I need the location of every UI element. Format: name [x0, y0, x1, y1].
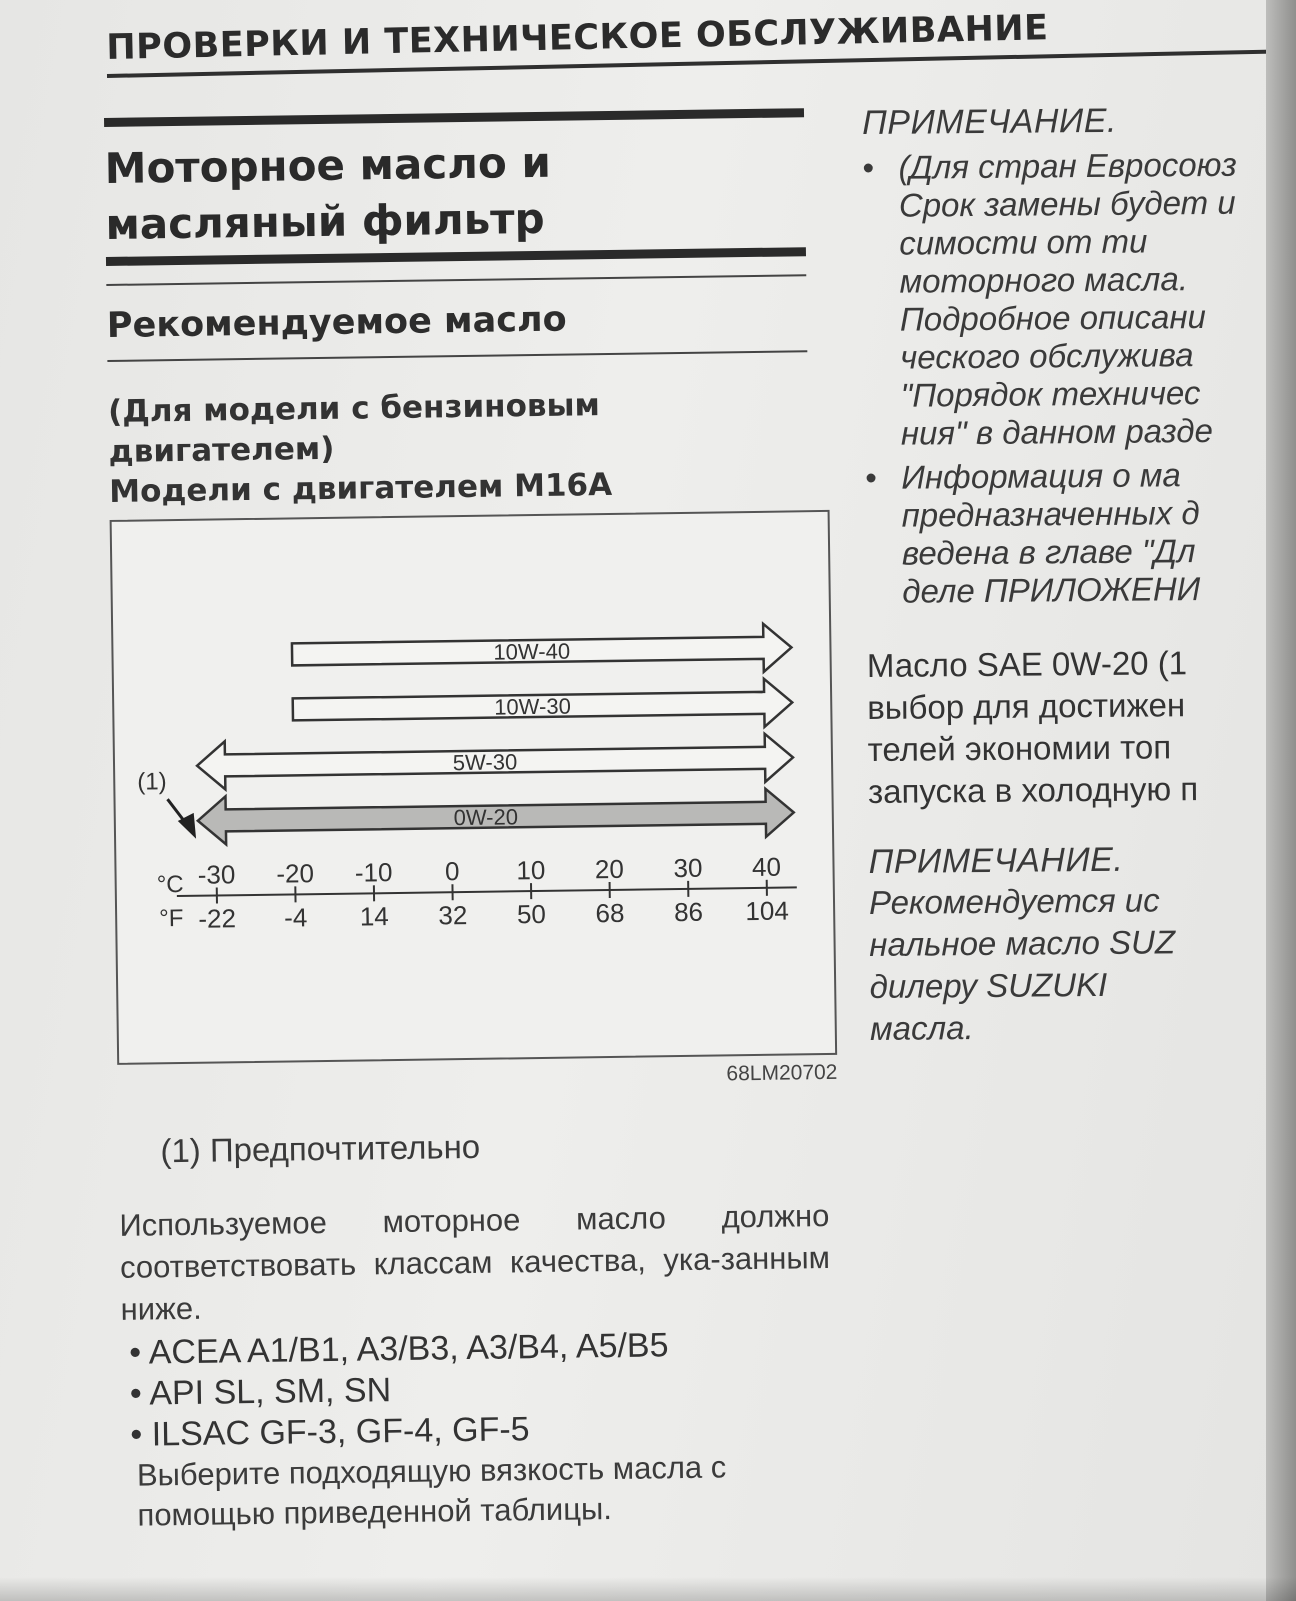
section-rule-top — [104, 108, 804, 127]
series-label: 10W-30 — [494, 693, 572, 720]
tick-label-fahrenheit: -4 — [283, 902, 308, 933]
page-header — [106, 3, 1296, 78]
tick-label-celsius: -20 — [276, 858, 315, 889]
legend-item-preferred: (1) Предпочтительно — [160, 1127, 481, 1170]
bottom-shadow — [0, 1577, 1296, 1601]
tick-label-fahrenheit: 86 — [673, 896, 704, 928]
viscosity-chart — [110, 510, 838, 1065]
callout-label: (1) — [137, 768, 167, 796]
sae-line: Масло SAE 0W-20 (1 — [866, 644, 1188, 684]
note-line: масла. — [869, 1009, 974, 1047]
note-line: (Для стран Евросоюз — [898, 145, 1237, 186]
sae-line: запуска в холодную п — [867, 770, 1199, 810]
viscosity-instruction — [137, 1446, 858, 1536]
note-line: дилеру SUZUKI — [869, 965, 1108, 1005]
section-title — [104, 131, 845, 253]
bullet-dot: • — [865, 458, 877, 496]
tick-label-fahrenheit: 104 — [745, 895, 790, 927]
quality-list — [129, 1323, 863, 1456]
sae-line: телей экономии топ — [867, 728, 1172, 768]
quality-item-api: • API SL, SM, SN — [130, 1364, 863, 1415]
series-label: 10W-40 — [493, 638, 571, 665]
quality-paragraph: Используемое моторное масло должно соответствовать классам качества, ука-занным ниже. — [119, 1197, 831, 1327]
tick-label-celsius: -10 — [354, 857, 393, 888]
model-line-2: двигателем) — [108, 430, 335, 470]
note-item-info — [865, 455, 1296, 611]
tick-label-celsius: 20 — [594, 853, 625, 885]
model-description — [108, 382, 850, 512]
note-line: предназначенных д — [901, 494, 1200, 534]
series-label: 0W-20 — [453, 804, 519, 831]
note-line: моторного масла. — [899, 260, 1189, 300]
note-line: нальное масло SUZ — [869, 923, 1176, 963]
tick-label-fahrenheit: 14 — [359, 901, 389, 932]
note-line: деле ПРИЛОЖЕНИ — [902, 570, 1201, 610]
quality-item-acea: • ACEA A1/B1, A3/B3, A3/B4, A5/B5 — [129, 1323, 862, 1374]
section-title-line2: масляный фильтр — [105, 193, 545, 249]
axis-unit-celsius: °C — [156, 870, 184, 899]
tick-label-celsius: 0 — [444, 856, 460, 887]
bullet-dot: • — [862, 148, 875, 186]
series-label: 5W-30 — [452, 749, 518, 776]
figure-code: 68LM20702 — [726, 1060, 838, 1086]
right-column — [862, 100, 1296, 1050]
subsection-title: Рекомендуемое масло — [106, 299, 567, 346]
note-heading: ПРИМЕЧАНИЕ. — [862, 101, 1118, 142]
note-suzuki-oil — [868, 839, 1296, 1050]
tick-label-fahrenheit: -22 — [198, 903, 237, 934]
temperature-axis — [177, 887, 797, 896]
viscosity-instruction-line2: помощью приведенной таблицы. — [137, 1491, 613, 1533]
tick-label-celsius: -30 — [197, 859, 236, 890]
subsection-rule-top — [106, 274, 806, 286]
quality-item-ilsac: • ILSAC GF-3, GF-4, GF-5 — [130, 1405, 863, 1456]
section-title-line1: Моторное масло и — [104, 137, 552, 193]
tick-label-celsius: 10 — [516, 854, 546, 886]
sae-paragraph — [867, 641, 1296, 813]
note-line: Информация о ма — [901, 456, 1181, 496]
left-column — [104, 108, 864, 1536]
subsection-rule-bottom — [107, 350, 807, 362]
note-line: Рекомендуется ис — [868, 881, 1160, 921]
note-line: симости от ти — [899, 222, 1148, 262]
page-title: ПРОВЕРКИ И ТЕХНИЧЕСКОЕ ОБСЛУЖИВАНИЕ — [106, 8, 1049, 68]
note-line: Подробное описани — [899, 298, 1207, 338]
viscosity-instruction-line1: Выберите подходящую вязкость масла с — [136, 1449, 727, 1493]
page-edge-shadow — [1266, 0, 1296, 1601]
note-line: "Порядок техничес — [900, 374, 1201, 414]
tick-label-celsius: 40 — [751, 851, 782, 883]
axis-unit-fahrenheit: °F — [158, 904, 184, 933]
note-line: Срок замены будет и — [898, 183, 1236, 224]
model-line-1: (Для модели с бензиновым — [107, 387, 601, 430]
note-item-eu — [862, 145, 1296, 453]
note-heading-2: ПРИМЕЧАНИЕ. — [868, 840, 1124, 881]
tick-label-fahrenheit: 68 — [595, 897, 625, 929]
viscosity-chart-svg — [112, 512, 835, 1063]
note-line: ния" в данном разде — [900, 411, 1214, 452]
sae-line: выбор для достижен — [867, 686, 1186, 726]
tick-label-celsius: 30 — [673, 852, 703, 884]
tick-label-fahrenheit: 50 — [516, 898, 547, 930]
tick-label-fahrenheit: 32 — [438, 900, 468, 931]
note-line: ческого обслужива — [900, 336, 1194, 376]
model-line-3: Модели с двигателем M16A — [108, 466, 613, 510]
note-line: ведена в главе "Дл — [901, 532, 1196, 572]
